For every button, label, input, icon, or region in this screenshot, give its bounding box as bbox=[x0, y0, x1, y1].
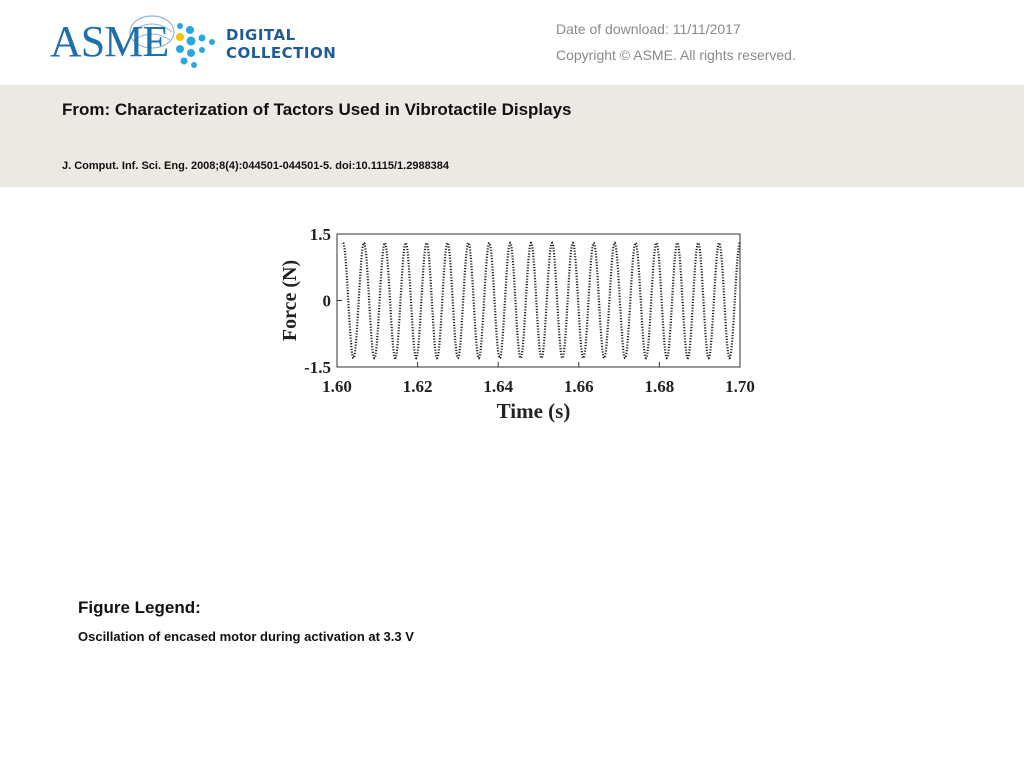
x-tick-label: 1.70 bbox=[725, 377, 755, 396]
article-title: From: Characterization of Tactors Used in Vibrotactile Displays bbox=[62, 100, 572, 119]
logo-dots-icon bbox=[174, 20, 222, 70]
figure-legend-text: Oscillation of encased motor during activation at 3.3 V bbox=[78, 629, 414, 644]
logo-wordmark: ASME bbox=[50, 17, 169, 66]
y-tick-label: -1.5 bbox=[304, 358, 331, 377]
y-tick-label: 1.5 bbox=[309, 225, 331, 244]
x-tick-label: 1.66 bbox=[563, 377, 594, 396]
asme-logo bbox=[50, 8, 350, 72]
figure-legend-heading: Figure Legend: bbox=[78, 598, 201, 617]
y-axis-label: Force (N) bbox=[279, 259, 301, 342]
page-header bbox=[0, 0, 1024, 85]
download-date: Date of download: 11/11/2017 bbox=[556, 21, 741, 37]
logo-subtitle bbox=[226, 26, 336, 62]
copyright-text: Copyright © ASME. All rights reserved. bbox=[556, 47, 796, 63]
y-tick-label: 0 bbox=[322, 291, 331, 311]
article-citation: J. Comput. Inf. Sci. Eng. 2008;8(4):044501-044501-5. doi:10.1115/1.2988384 bbox=[62, 160, 450, 172]
logo-subtitle-line1: DIGITAL bbox=[226, 26, 296, 44]
download-meta bbox=[556, 20, 796, 72]
force-series-line bbox=[343, 243, 740, 358]
logo-subtitle-line2: COLLECTION bbox=[226, 44, 337, 62]
x-axis-label: Time (s) bbox=[496, 399, 571, 423]
x-tick-label: 1.60 bbox=[322, 377, 352, 396]
x-tick-label: 1.64 bbox=[483, 377, 514, 396]
force-time-chart bbox=[279, 225, 755, 423]
x-tick-label: 1.62 bbox=[402, 377, 433, 396]
x-tick-label: 1.68 bbox=[644, 377, 675, 396]
